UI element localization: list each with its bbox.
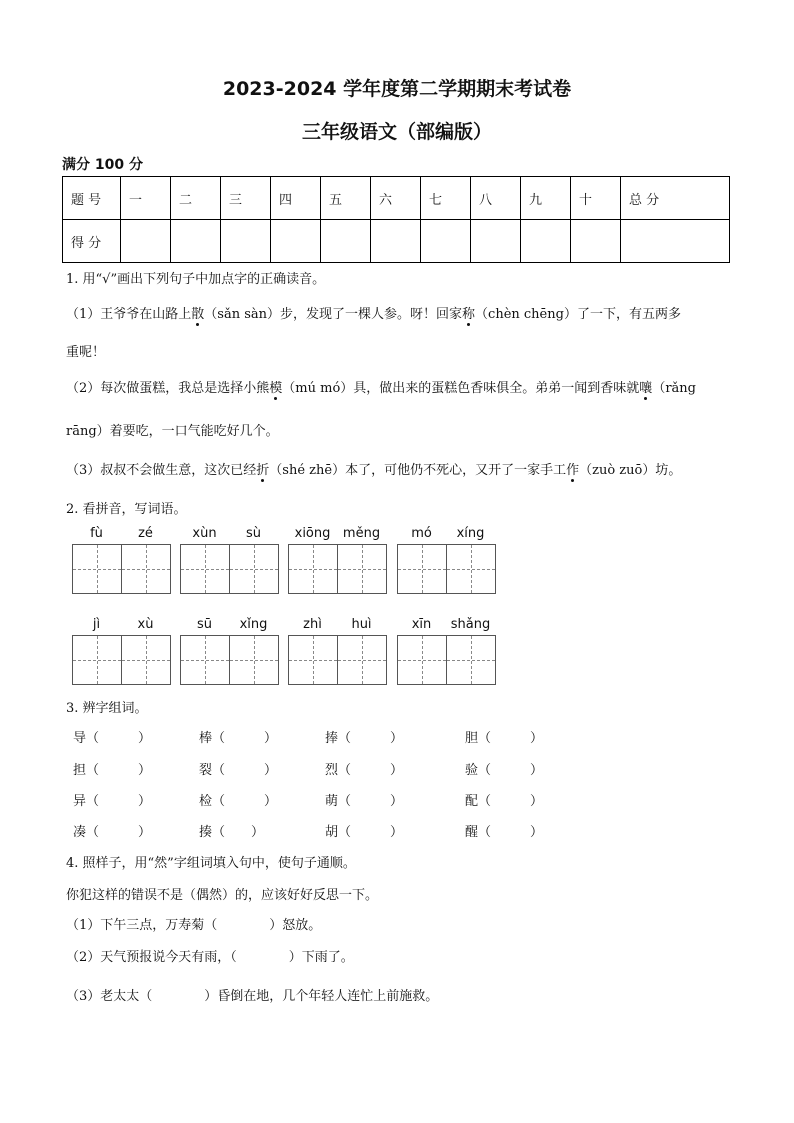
pinyin: xǐng [239,617,268,632]
text: （rǎng [652,381,696,396]
pinyin: xiōng [294,526,331,541]
writing-box[interactable] [230,636,278,684]
pinyin: zé [138,526,153,541]
text: （3）叔叔不会做生意，这次已经 [66,463,257,478]
text: （sǎn sàn）步，发现了一棵人参。呀！回家 [204,307,463,322]
pinyin: měng [342,526,381,541]
writing-box[interactable] [122,545,170,593]
word-item: 检（ ） [199,794,278,809]
pinyin: jì [92,617,101,632]
q4-sentence-2: （2）天气预报说今天有雨，（ ）下雨了。 [66,950,354,965]
word-grid [72,617,171,685]
score-table-score-row [63,220,730,263]
word-item: 烈（ ） [325,763,404,778]
q4-prompt: 4. 照样子，用“然”字组词填入句中，使句子通顺。 [66,856,356,871]
writing-box[interactable] [338,545,386,593]
word-item: 裂（ ） [199,763,278,778]
q1-sentence-2 [66,377,696,396]
pinyin: sū [196,617,212,632]
word-grid [180,617,279,685]
pinyin: xíng [456,526,485,541]
exam-title: 2023-2024 学年度第二学期期末考试卷 [222,78,572,100]
q1-sentence-3 [66,459,681,478]
header-cell: 一 [121,177,171,220]
word-grid [288,526,387,594]
score-cell[interactable] [371,220,421,263]
word-grid [288,617,387,685]
word-item: 棒（ ） [199,731,278,746]
text: （1）王爷爷在山路上 [66,307,192,322]
word-item: 捧（ ） [325,731,404,746]
score-cell[interactable] [571,220,621,263]
writing-box[interactable] [289,545,338,593]
score-cell[interactable] [271,220,321,263]
pinyin: xùn [192,526,217,541]
pinyin: xīn [411,617,432,632]
writing-box[interactable] [398,545,447,593]
header-cell: 六 [371,177,421,220]
word-grid [397,526,496,594]
pinyin: shǎng [450,617,491,632]
header-cell: 十 [571,177,621,220]
q1-sentence-1 [66,303,681,322]
q1-sentence-1-cont: 重呢！ [66,345,106,360]
text: （zuò zuō）坊。 [579,463,682,478]
word-item: 异（ ） [73,794,152,809]
writing-box[interactable] [230,545,278,593]
score-cell[interactable] [421,220,471,263]
text: （2）每次做蛋糕，我总是选择小熊 [66,381,270,396]
writing-box[interactable] [398,636,447,684]
header-cell: 总 分 [621,177,730,220]
score-cell[interactable] [321,220,371,263]
pinyin: xù [137,617,154,632]
header-cell: 二 [171,177,221,220]
q3-prompt: 3. 辨字组词。 [66,701,148,716]
dotted-char: 称 [462,303,475,322]
q1-sentence-2-cont: rāng）着要吃，一口气能吃好几个。 [66,424,279,439]
pinyin: huì [351,617,372,632]
score-cell[interactable] [471,220,521,263]
pinyin: sù [245,526,261,541]
dotted-char: 作 [566,459,579,478]
word-item: 凑（ ） [73,825,152,840]
dotted-char: 模 [269,377,282,396]
writing-box[interactable] [338,636,386,684]
q4-sentence-3: （3）老太太（ ）昏倒在地，几个年轻人连忙上前施救。 [66,989,439,1004]
writing-box[interactable] [181,545,230,593]
exam-subtitle: 三年级语文（部编版） [301,121,492,143]
score-cell[interactable] [621,220,730,263]
writing-box[interactable] [447,636,495,684]
word-grid [397,617,496,685]
writing-box[interactable] [447,545,495,593]
word-item: 验（ ） [465,763,544,778]
word-item: 胆（ ） [465,731,544,746]
header-cell: 七 [421,177,471,220]
word-item: 配（ ） [465,794,544,809]
row-label: 得 分 [63,220,121,263]
dotted-char: 散 [191,303,204,322]
writing-box[interactable] [181,636,230,684]
word-grid [72,526,171,594]
writing-box[interactable] [73,545,122,593]
dotted-char: 折 [256,459,269,478]
word-item: 胡（ ） [325,825,404,840]
pinyin: mó [411,526,432,541]
score-cell[interactable] [121,220,171,263]
full-score: 满分 100 分 [62,157,143,173]
header-cell: 四 [271,177,321,220]
word-grid [180,526,279,594]
writing-box[interactable] [73,636,122,684]
score-table-header-row [63,177,730,220]
q4-sentence-1: （1）下午三点，万寿菊（ ）怒放。 [66,918,322,933]
score-table [62,176,730,263]
word-item: 醒（ ） [465,825,544,840]
word-item: 导（ ） [73,731,152,746]
header-cell: 五 [321,177,371,220]
pinyin: fù [90,526,103,541]
header-cell: 八 [471,177,521,220]
score-cell[interactable] [221,220,271,263]
word-item: 揍（ ） [199,825,265,840]
q4-example: 你犯这样的错误不是（偶然）的，应该好好反思一下。 [66,888,379,903]
header-cell: 三 [221,177,271,220]
text: （shé zhē）本了，可他仍不死心，又开了一家手工 [269,463,567,478]
word-item: 萌（ ） [325,794,404,809]
text: （chèn chēng）了一下，有五两多 [475,307,681,322]
q2-prompt: 2. 看拼音，写词语。 [66,502,187,517]
word-item: 担（ ） [73,763,152,778]
score-cell[interactable] [521,220,571,263]
text: （mú mó）具，做出来的蛋糕色香味俱全。弟弟一闻到香味就 [282,381,640,396]
header-cell: 题 号 [63,177,121,220]
score-cell[interactable] [171,220,221,263]
header-cell: 九 [521,177,571,220]
writing-box[interactable] [289,636,338,684]
pinyin: zhì [303,617,322,632]
writing-box[interactable] [122,636,170,684]
dotted-char: 嚷 [639,377,652,396]
q1-prompt: 1. 用“√”画出下列句子中加点字的正确读音。 [66,272,326,287]
